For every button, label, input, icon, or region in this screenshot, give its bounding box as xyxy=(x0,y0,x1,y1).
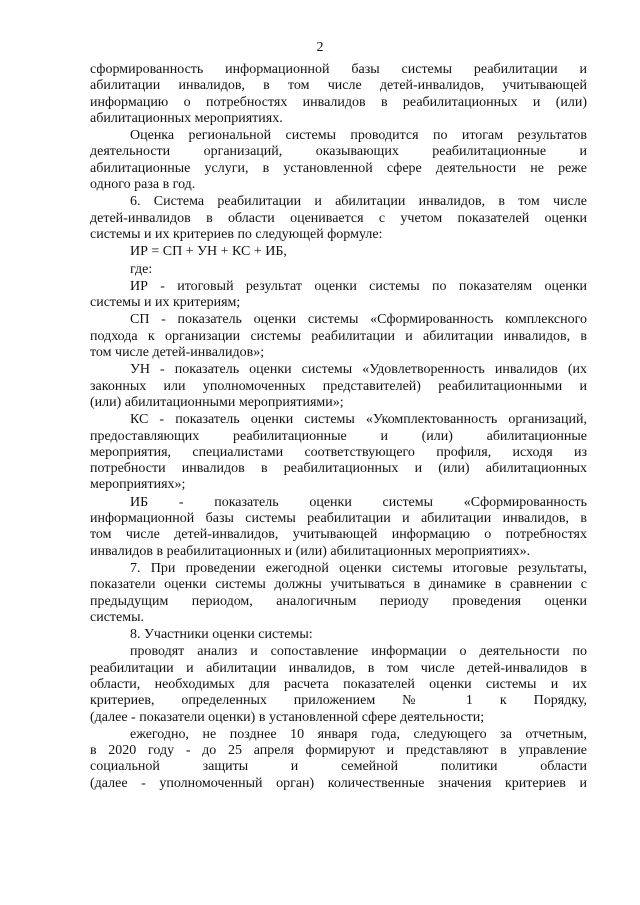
text-line: показатели оценки системы должны учитываться в динамике в сравнении с xyxy=(90,577,587,593)
text-line: том числе детей-инвалидов»; xyxy=(90,345,265,361)
paragraph xyxy=(90,279,587,312)
text-line: проводят анализ и сопоставление информации о деятельности по xyxy=(130,644,587,660)
paragraph xyxy=(90,412,587,493)
paragraph xyxy=(90,62,587,127)
text-line: СП - показатель оценки системы «Сформированность комплексного xyxy=(130,312,587,328)
text-line: ИБ - показатель оценки системы «Сформированность xyxy=(130,494,587,510)
text-line: Оценка региональной системы проводится по итогам результатов xyxy=(130,128,587,144)
text-line: предоставляющих реабилитационные и (или) абилитационные xyxy=(90,428,587,444)
text-line: (или) абилитационными мероприятиями»; xyxy=(90,394,344,410)
text-line: деятельности организаций, оказывающих реабилитационные и xyxy=(90,144,587,160)
paragraph xyxy=(90,244,587,260)
text-line: абилитационные услуги, в установленной сфере деятельности не реже xyxy=(90,160,587,176)
text-line: потребности инвалидов в реабилитационных и (или) абилитационных xyxy=(90,461,587,477)
text-line: критериев, определенных приложением № 1 к Порядку, xyxy=(90,693,587,709)
text-line: 6. Система реабилитации и абилитации инвалидов, в том числе xyxy=(130,194,587,210)
text-line: (далее - показатели оценки) в установленной сфере деятельности; xyxy=(90,709,485,725)
text-line: законных или уполномоченных представителей) реабилитационными и xyxy=(90,378,587,394)
paragraph xyxy=(90,495,587,560)
text-line: ИР - итоговый результат оценки системы по показателям оценки xyxy=(130,278,587,294)
paragraph xyxy=(90,312,587,361)
text-line: предыдущим периодом, аналогичным периоду проведения оценки xyxy=(90,593,587,609)
text-line: информационной базы системы реабилитации и абилитации инвалидов, в xyxy=(90,511,587,527)
text-line: системы и их критериям; xyxy=(90,295,241,311)
text-line: инвалидов в реабилитационных и (или) абилитационных мероприятиях». xyxy=(90,543,531,559)
text-line: социальной защиты и семейной политики области xyxy=(90,759,587,775)
document-body xyxy=(90,62,587,792)
text-line: системы и их критериев по следующей формуле: xyxy=(90,226,383,242)
text-line: в 2020 году - до 25 апреля формируют и представляют в управление xyxy=(90,743,587,759)
paragraph xyxy=(90,362,587,411)
text-line: абилитации инвалидов, в том числе детей-инвалидов, учитывающей xyxy=(90,78,587,94)
text-line: подхода к организации системы реабилитации и абилитации инвалидов, в xyxy=(90,328,587,344)
paragraph xyxy=(90,194,587,243)
text-line: детей-инвалидов в области оценивается с учетом показателей оценки xyxy=(90,210,587,226)
text-line: системы. xyxy=(90,609,145,625)
text-line: том числе детей-инвалидов, учитывающей информацию о потребностях xyxy=(90,527,587,543)
text-line: где: xyxy=(130,261,153,277)
paragraph xyxy=(90,727,587,792)
text-line: ежегодно, не позднее 10 января года, следующего за отчетным, xyxy=(130,726,587,742)
text-line: области, необходимых для расчета показателей оценки системы и их xyxy=(90,676,587,692)
text-line: абилитационных мероприятиях. xyxy=(90,110,283,126)
paragraph xyxy=(90,128,587,193)
paragraph xyxy=(90,561,587,626)
paragraph xyxy=(90,627,587,643)
paragraph xyxy=(90,644,587,725)
text-line: сформированность информационной базы системы реабилитации и xyxy=(90,62,587,77)
page-number: 2 xyxy=(316,40,324,55)
paragraph xyxy=(90,262,587,278)
text-line: реабилитации и абилитации инвалидов, в том числе детей-инвалидов в xyxy=(90,660,587,676)
text-line: 8. Участники оценки системы: xyxy=(130,627,313,643)
text-line: мероприятиях»; xyxy=(90,477,186,493)
text-line: КС - показатель оценки системы «Укомплектованность организаций, xyxy=(130,412,587,428)
text-line: УН - показатель оценки системы «Удовлетворенность инвалидов (их xyxy=(130,362,587,378)
text-line: 7. При проведении ежегодной оценки системы итоговые результаты, xyxy=(130,560,587,576)
text-line: мероприятия, специалистами соответствующего профиля, исходя из xyxy=(90,444,587,460)
text-line: одного раза в год. xyxy=(90,177,196,193)
text-line: (далее - уполномоченный орган) количественные значения критериев и xyxy=(90,775,587,791)
text-line: ИР = СП + УН + КС + ИБ, xyxy=(130,244,287,260)
text-line: информацию о потребностях инвалидов в реабилитационных и (или) xyxy=(90,94,587,110)
